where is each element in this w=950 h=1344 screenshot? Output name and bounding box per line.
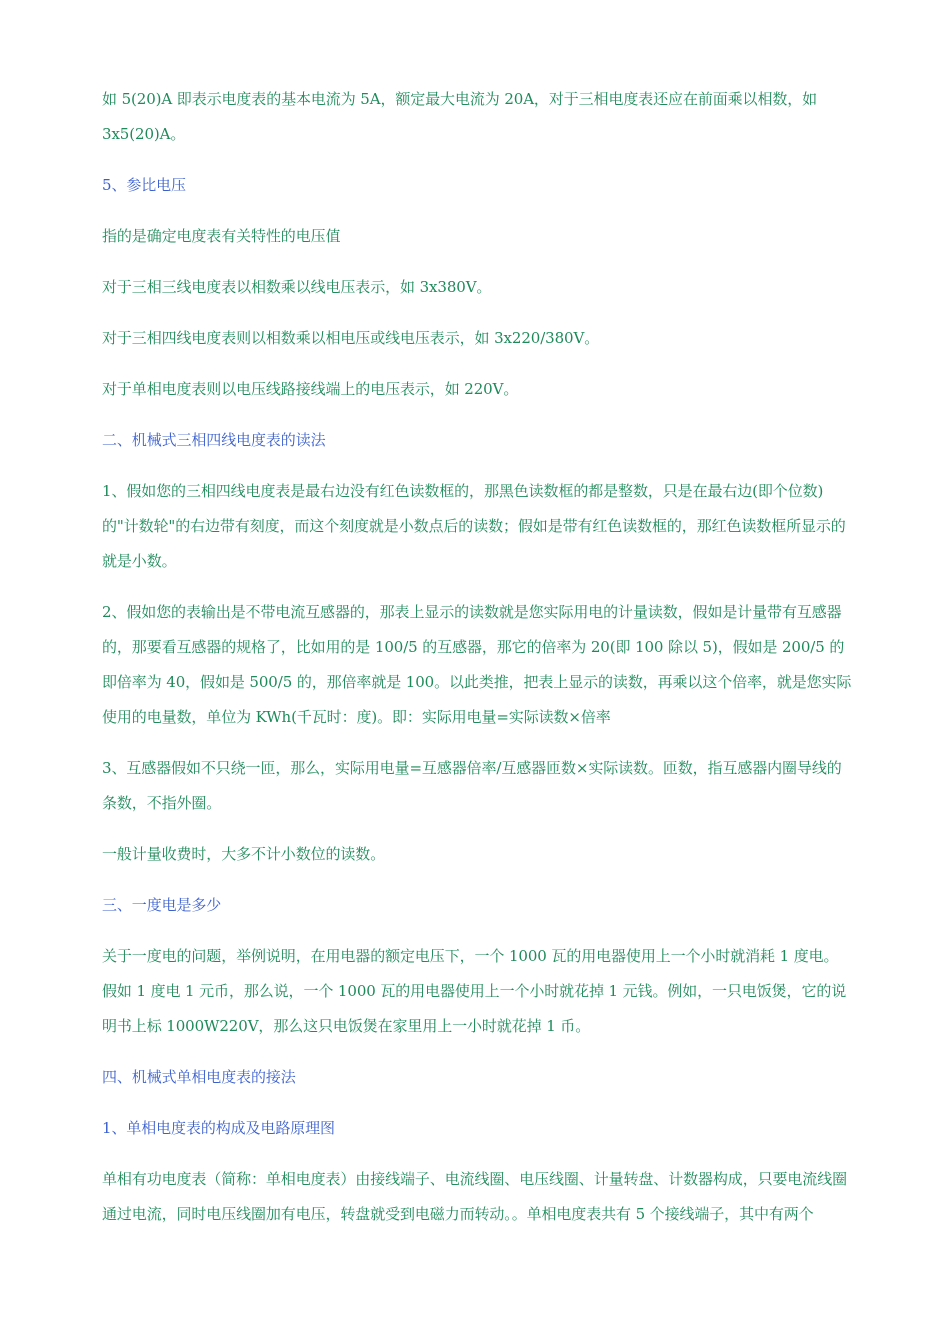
paragraph-reading-3: 3、互感器假如不只绕一匝，那么，实际用电量=互感器倍率/互感器匝数×实际读数。匝数，指互感器内圈导线的条数，不指外圈。 — [102, 759, 842, 812]
paragraph-reading-1: 1、假如您的三相四线电度表是最右边没有红色读数框的，那黑色读数框的都是整数，只是在最右边(即个位数)的"计数轮"的右边带有刻度，而这个刻度就是小数点后的读数；假如是带有红色读数框的，那红色读数框所显示的就是小数。 — [102, 482, 846, 570]
paragraph-single-phase-structure: 单相有功电度表（简称：单相电度表）由接线端子、电流线圈、电压线圈、计量转盘、计数器构成，只要电流线圈通过电流，同时电压线圈加有电压，转盘就受到电磁力而转动。。单相电度表共有 5 个接线端子，其中有两个 — [102, 1170, 848, 1223]
heading-one-kwh: 三、一度电是多少 — [102, 896, 222, 914]
paragraph-one-kwh-example: 关于一度电的问题，举例说明，在用电器的额定电压下，一个 1000 瓦的用电器使用上一个小时就消耗 1 度电。假如 1 度电 1 元币，那么说，一个 1000 瓦的用电器使用上一个小时就花掉 1 元钱。例如，一只电饭煲，它的说明书上标 1000W220V，那么这只电饭煲在家里用上一小时就花掉 1 币。 — [102, 947, 847, 1035]
paragraph-reading-2: 2、假如您的表输出是不带电流互感器的，那表上显示的读数就是您实际用电的计量读数，假如是计量带有互感器的，那要看互感器的规格了，比如用的是 100/5 的互感器，那它的倍率为 20(即 100 除以 5)，假如是 200/5 的即倍率为 40，假如是 500/5 的，那倍率就是 100。以此类推，把表上显示的读数，再乘以这个倍率，就是您实际使用的电量数，单位为 KWh(千瓦时：度)。即：实际用电量=实际读数×倍率 — [102, 603, 852, 726]
paragraph-single-phase: 对于单相电度表则以电压线路接线端上的电压表示，如 220V。 — [102, 380, 519, 398]
paragraph-voltage-definition: 指的是确定电度表有关特性的电压值 — [102, 227, 341, 245]
heading-reference-voltage: 5、参比电压 — [102, 176, 186, 194]
paragraph-decimal-note: 一般计量收费时，大多不计小数位的读数。 — [102, 845, 386, 863]
heading-reading-method: 二、机械式三相四线电度表的读法 — [102, 431, 326, 449]
document-page — [102, 82, 852, 1232]
paragraph-three-phase-four-wire: 对于三相四线电度表则以相数乘以相电压或线电压表示，如 3x220/380V。 — [102, 329, 600, 347]
heading-single-phase-structure: 1、单相电度表的构成及电路原理图 — [102, 1119, 335, 1137]
paragraph-three-phase-three-wire: 对于三相三线电度表以相数乘以线电压表示，如 3x380V。 — [102, 278, 492, 296]
paragraph-current-spec: 如 5(20)A 即表示电度表的基本电流为 5A，额定最大电流为 20A，对于三相电度表还应在前面乘以相数，如 3x5(20)A。 — [102, 90, 818, 143]
heading-single-phase-wiring: 四、机械式单相电度表的接法 — [102, 1068, 296, 1086]
